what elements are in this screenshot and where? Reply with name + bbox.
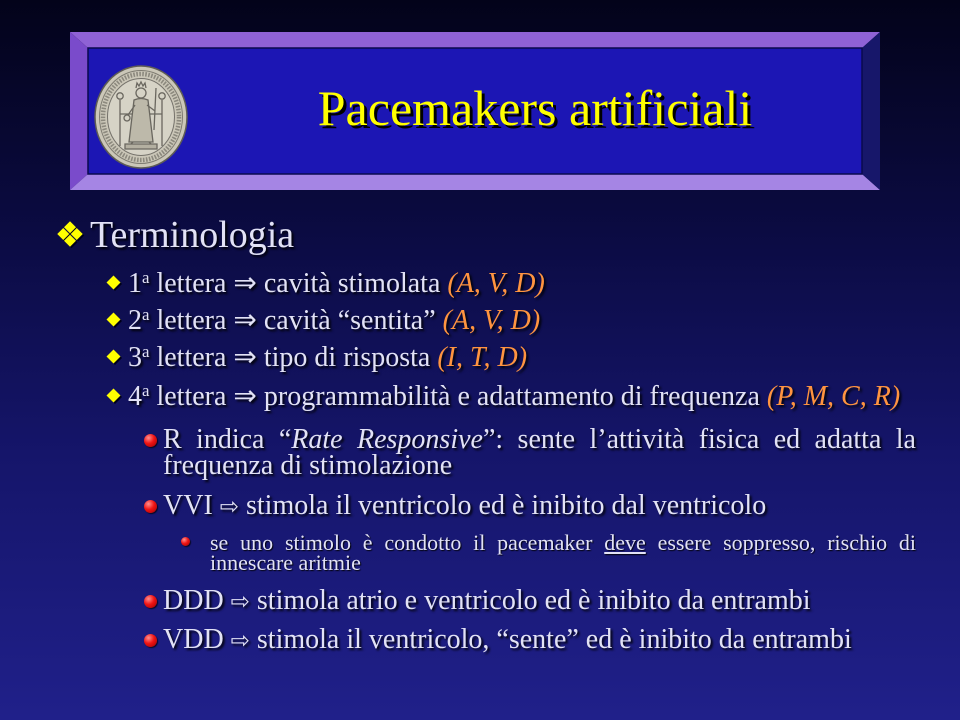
diamond-bullet-icon [106,388,123,405]
letter-word: lettera [156,268,227,299]
mode-description: stimola il ventricolo ed è inibito dal ventricolo [246,490,767,521]
rate-responsive-term: Rate Responsive [291,424,483,455]
bullet-diamonds [57,221,83,247]
vvi-note-item [210,530,917,575]
letter-number: 2 [128,305,142,336]
mode-description: stimola il ventricolo, “sente” ed è inibito da entrambi [256,624,852,655]
letter-item-2 [128,303,541,336]
letter-meaning: cavità “sentita” [263,305,436,336]
letter-word: lettera [156,381,227,412]
letter-codes: (P, M, C, R) [766,381,901,412]
banner-bevel-bottom [70,174,880,190]
mode-item-ddd [163,587,916,616]
letter-number: 3 [128,342,142,373]
section-heading-text: Terminologia [90,214,295,256]
letter-word: lettera [156,342,227,373]
university-seal-icon [93,64,189,170]
red-dot-bullet-icon [144,500,157,513]
open-arrow: ⇨ [230,589,250,615]
implies-arrow: ⇒ [233,340,257,373]
banner-bevel-left [70,32,88,190]
letter-codes: (I, T, D) [437,342,528,373]
mode-item-vvi [163,492,916,521]
letter-ordinal: a [142,341,150,361]
diamond-bullet-icon [106,349,123,366]
letter-number: 1 [128,268,142,299]
letter-ordinal: a [142,267,150,287]
letter-number: 4 [128,381,142,412]
implies-arrow: ⇒ [233,266,257,299]
mode-code: VDD [163,624,224,655]
small-red-dot-bullet-icon [181,537,190,546]
mode-code: VVI [163,490,213,521]
red-dot-bullet-icon [144,434,157,447]
implies-arrow: ⇒ [233,379,257,412]
mode-description: stimola atrio e ventricolo ed è inibito da entrambi [256,585,811,616]
letter-codes: (A, V, D) [442,305,541,336]
mode-code: DDD [163,585,224,616]
letter-codes: (A, V, D) [447,268,545,299]
section-heading [90,216,294,254]
letter-item-1 [128,266,545,299]
red-dot-bullet-icon [144,634,157,647]
vvi-note-emphasis: deve [604,530,646,555]
implies-arrow: ⇒ [233,303,257,336]
slide-title: Pacemakers artificiali [317,80,753,136]
open-arrow: ⇨ [230,628,250,654]
vvi-note-rest: essere soppresso, rischio di innescare aritmie [210,530,917,575]
letter-item-3 [128,340,528,373]
four-diamonds-bullet-icon [53,219,87,249]
open-arrow: ⇨ [219,494,239,520]
letter-meaning: cavità stimolata [263,268,441,299]
diamond-bullet-icon [106,275,123,292]
letter-meaning: programmabilità e adattamento di frequenza [263,381,760,412]
rate-responsive-description: ”: sente l’attività fisica ed adatta la frequenza di stimolazione [163,424,916,481]
red-dot-bullet-icon [144,595,157,608]
mode-item-vdd [163,626,916,655]
diamond-bullet-icon [106,312,123,329]
letter-item-4 [128,379,901,412]
rate-responsive-lead: R indica “ [163,424,292,455]
letter-ordinal: a [142,380,150,400]
letter-ordinal: a [142,304,150,324]
letter-meaning: tipo di risposta [263,342,431,373]
vvi-note-lead: se uno stimolo è condotto il pacemaker [210,530,605,555]
banner-bevel-top [70,32,880,48]
rate-responsive-item [163,424,916,481]
letter-word: lettera [156,305,227,336]
